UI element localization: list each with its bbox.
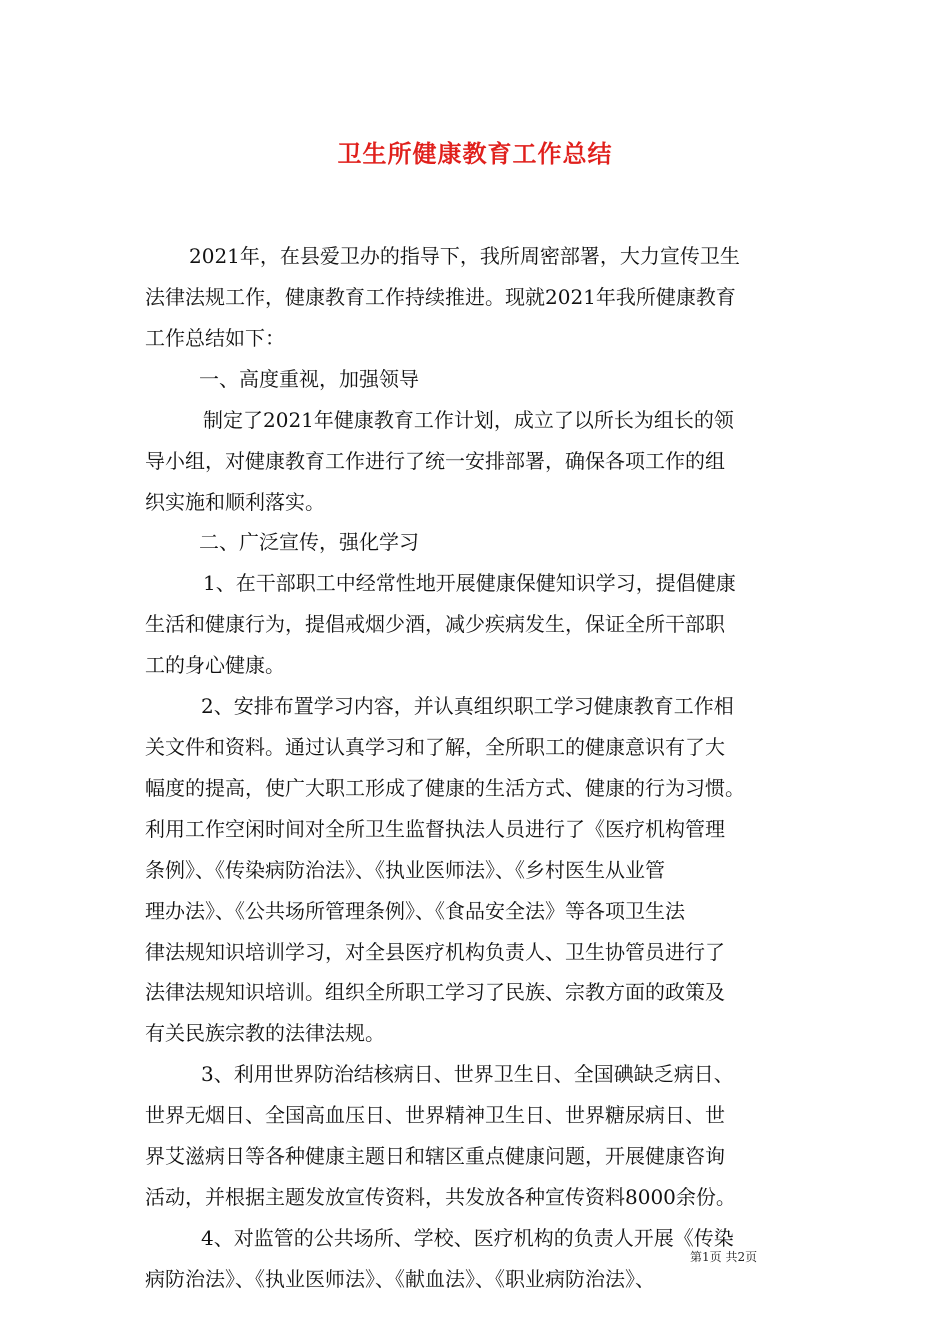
- text-line: 3、利用世界防治结核病日、世界卫生日、全国碘缺乏病日、: [201, 1062, 734, 1086]
- text-line: 织实施和顺利落实。: [145, 490, 325, 514]
- text-line: 1、在干部职工中经常性地开展健康保健知识学习，提倡健康: [203, 571, 736, 595]
- text-line: 利用工作空闲时间对全所卫生监督执法人员进行了《医疗机构管理: [145, 817, 725, 841]
- text-line: 幅度的提高，使广大职工形成了健康的生活方式、健康的行为习惯。: [145, 776, 745, 800]
- text-line: 条例》、《传染病防治法》、《执业医师法》、《乡村医生从业管: [145, 858, 665, 882]
- text-line: 制定了2021年健康教育工作计划，成立了以所长为组长的领: [203, 408, 734, 432]
- text-line: 界艾滋病日等各种健康主题日和辖区重点健康问题，开展健康咨询: [145, 1144, 725, 1168]
- section-heading: 一、高度重视，加强领导: [199, 367, 419, 391]
- text-line: 法律法规知识培训。组织全所职工学习了民族、宗教方面的政策及: [145, 980, 725, 1004]
- text-line: 导小组，对健康教育工作进行了统一安排部署，确保各项工作的组: [145, 449, 725, 473]
- text-line: 2、安排布置学习内容，并认真组织职工学习健康教育工作相: [201, 694, 734, 718]
- text-line: 理办法》、《公共场所管理条例》、《食品安全法》等各项卫生法: [145, 899, 685, 923]
- text-line: 有关民族宗教的法律法规。: [145, 1021, 385, 1045]
- page-title: 卫生所健康教育工作总结: [337, 139, 613, 168]
- text-line: 病防治法》、《执业医师法》、《献血法》、《职业病防治法》、: [145, 1267, 655, 1291]
- text-line: 律法规知识培训学习，对全县医疗机构负责人、卫生协管员进行了: [145, 940, 725, 964]
- text-line: 4、对监管的公共场所、学校、医疗机构的负责人开展《传染: [201, 1226, 734, 1250]
- text-line: 工的身心健康。: [145, 653, 285, 677]
- section-heading: 二、广泛宣传，强化学习: [199, 530, 419, 554]
- text-line: 世界无烟日、全国高血压日、世界精神卫生日、世界糖尿病日、世: [145, 1103, 725, 1127]
- page-number: 第1页 共2页: [690, 1250, 758, 1264]
- text-line: 关文件和资料。通过认真学习和了解，全所职工的健康意识有了大: [145, 735, 725, 759]
- text-line: 活动，并根据主题发放宣传资料，共发放各种宣传资料8000余份。: [145, 1185, 736, 1209]
- text-line: 生活和健康行为，提倡戒烟少酒，减少疾病发生，保证全所干部职: [145, 612, 725, 636]
- text-line: 法律法规工作，健康教育工作持续推进。现就2021年我所健康教育: [145, 285, 736, 309]
- text-line: 2021年，在县爱卫办的指导下，我所周密部署，大力宣传卫生: [189, 244, 740, 268]
- text-line: 工作总结如下：: [145, 326, 285, 350]
